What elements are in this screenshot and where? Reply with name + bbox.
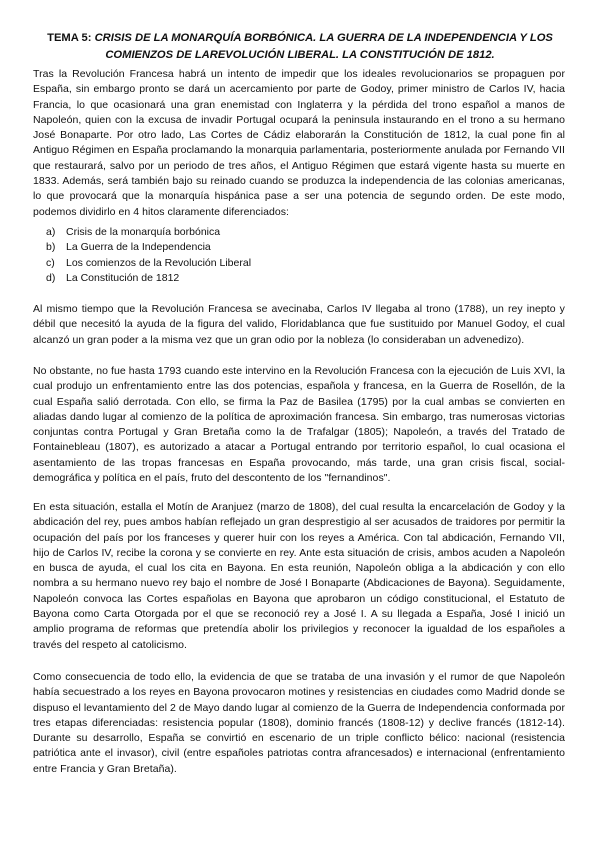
list-marker: a) [46,226,56,238]
list-marker: c) [46,256,55,269]
paragraph-carlos-iv: Al mismo tiempo que la Revolución Francesa se avecinaba, Carlos IV llegaba al trono (1788), un rey inepto y débil que necesitó la ayuda de la figura del valido, Floridablanca que fue sustituido por Manuel Godoy, el cual alcanzó un gran poder a la misma vez que un gran odio por la nobleza (lo consideraban un advenedizo). [33,303,565,346]
list-text: Crisis de la monarquía borbónica [66,226,221,238]
page-title [40,30,560,64]
intro-paragraph: Tras la Revolución Francesa habrá un intento de impedir que los ideales revolucionarios se propaguen por España, sin embargo pronto se dará un acercamiento por parte de Godoy, primer ministro de Carlos IV, hacia Francia, lo que ocasionará una gran enemistad con Inglaterra y la pérdida del trono español a manos de Napoleón, quien con la excusa de invadir Portugal ocupará la peninsula instaurando en el trono a su hermano José Bonaparte. Por otro lado, Las Cortes de Cádiz elaborarán la Constitución de 1812, la cual pone fin al Antiguo Régimen en España proclamando la monarquia parlamentaria, posteriormente anulada por Fernando VII que restaurará, salvo por un periodo de tres años, el Antiguo Régimen que estará vigente hasta su muerte en 1833. Además, será también bajo su reinado cuando se produzca la independencia de las colonias americanas, lo que provocará que la monarquía hispánica pase a ser una potencia de segundo orden. De este modo, podemos dividirlo en 4 hitos claramente diferenciados: [33,68,565,218]
milestone-list [46,225,251,286]
list-marker: b) [46,241,56,254]
list-item [46,271,251,286]
list-item [46,256,251,271]
list-marker: d) [46,271,56,284]
list-text: La Constitución de 1812 [66,271,180,284]
list-text: La Guerra de la Independencia [66,241,211,254]
title-line-1: CRISIS DE LA MONARQUÍA BORBÓNICA. LA GUERRA DE LA INDEPENDENCIA Y LOS [94,32,553,44]
paragraph-guerra: Como consecuencia de todo ello, la evidencia de que se trataba de una invasión y el rumor de que Napoleón había secuestrado a los reyes en Bayona provocaron motines y resistencias en ciudades como Madrid donde se dispuso el levantamiento del 2 de Mayo dando lugar al comienzo de la Guerra de Independencia conformada por tres etapas diferenciadas: resistencia popular (1808), dominio francés (1808-12) y declive francés (1812-14). Durante su desarrollo, España se convirtió en escenario de un triple conflicto bélico: nacional (resistencia patriótica ante el invasor), civil (entre españoles patriotas contra afrancesados) e internacional (enfrentamiento entre Francia y Gran Bretaña). [33,671,565,775]
paragraph-aranjuez: En esta situación, estalla el Motín de Aranjuez (marzo de 1808), del cual resulta la encarcelación de Godoy y la abdicación del rey, pues ambos habían reflejado un gran desprestigio al ser acusados de traidores por permitir la ocupación del país por los franceses y querer huir con los reyes a América. Con tal abdicación, Fernando VII, hijo de Carlos IV, recibe la corona y se convierte en rey. Ante esta situación de crisis, ambos acuden a Napoleón en busca de ayuda, el cual los cita en Bayona. En esta reunión, Napoleón obliga a la abdicación y con ello nombra a su hermano nuevo rey bajo el nombre de José I Bonaparte (Abdicaciones de Bayona). Seguidamente, Napoleón convoca las Cortes españolas en Bayona que aprobaron un código constitucional, el Estatuto de Bayona como Carta Otorgada por el que se reconoció rey a José I. A su llegada a España, José I inició un amplio programa de reformas que pretendía abolir los privilegios y reconocer la igualdad de los españoles a través del respeto al catolicismo. [33,501,565,651]
list-item [46,240,251,255]
list-text: Los comienzos de la Revolución Liberal [66,256,252,269]
title-label: TEMA 5: [47,32,92,44]
title-line-2: COMIENZOS DE LAREVOLUCIÓN LIBERAL. LA CONSTITUCIÓN DE 1812. [105,49,495,61]
paragraph-revolucion: No obstante, no fue hasta 1793 cuando este intervino en la Revolución Francesa con la ejecución de Luis XVI, la cual produjo un enfrentamiento entre las dos potencias, española y francesa, en la Guerra de Rosellón, de la cual España salió derrotada. Con ello, se firma la Paz de Basilea (1795) por la cual ambas se convierten en aliadas dando lugar al comienzo de la política de aproximación francesa. Sin embargo, tras numerosas victorias conjuntas contra Portugal y Gran Bretaña como la de Trafalgar (1805); Napoleón, a través del Tratado de Fontainebleau (1807), es autorizado a atacar a Portugal entrando por territorio español, lo cual ocasiona el asentamiento de las tropas francesas en España provocando, más tarde, una gran crisis fiscal, social-demográfica y política en el país, fruto del descontento de los "fernandinos". [33,365,565,485]
list-item [46,225,251,240]
